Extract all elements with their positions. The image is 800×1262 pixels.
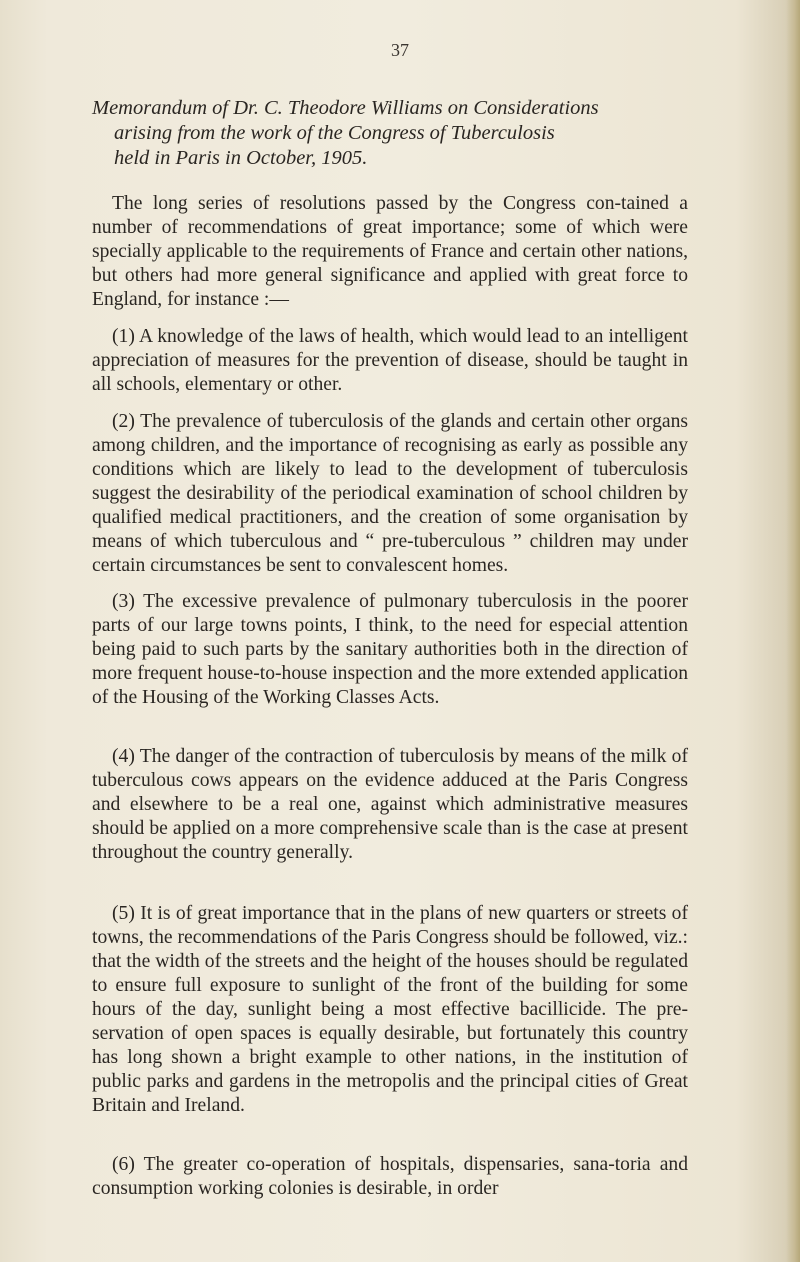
item-6-label: (6): [112, 1154, 135, 1175]
item-6-text: The greater co-operation of hospitals, dispensaries, sana-toria and consumption working colonies is desirable, in order: [92, 1154, 688, 1199]
item-5-paragraph: [92, 902, 688, 1118]
page-number: 37: [391, 40, 409, 60]
memorandum-title: [92, 96, 688, 171]
item-4-paragraph: [92, 745, 688, 865]
item-5-text: It is of great importance that in the plans of new quarters or streets of towns, the recommendations of the Paris Congress should be followed, viz.: that the width of the streets and the height of the houses should be regulated to ensure full exposure to sunlight of the front of the building for some hours of the day, sunlight being a most effective bacillicide. The pre-servation of open spaces is equally desirable, but fortunately this country has long shown a bright example to other nations, in the institution of public parks and gardens in the metropolis and the principal cities of Great Britain and Ireland.: [92, 903, 688, 1116]
item-4-label: (4): [112, 746, 135, 767]
item-1-paragraph: [92, 325, 688, 397]
item-3-paragraph: [92, 590, 688, 710]
item-1-label: (1): [112, 326, 135, 347]
item-4-text: The danger of the contraction of tuberculosis by means of the milk of tuberculous cows appears on the evidence adduced at the Paris Congress and elsewhere to be a real one, against which administrative measures should be applied on a more comprehensive scale than is the case at present throughout the country generally.: [92, 746, 688, 863]
item-2-label: (2): [112, 411, 135, 432]
item-2-paragraph: [92, 410, 688, 578]
title-line-2: arising from the work of the Congress of Tuberculosis: [114, 122, 555, 144]
title-line-3: held in Paris in October, 1905.: [114, 147, 368, 169]
item-5-label: (5): [112, 903, 135, 924]
title-line-1: Memorandum of Dr. C. Theodore Williams on Considerations: [92, 97, 599, 119]
item-6-paragraph: [92, 1153, 688, 1201]
item-1-text: A knowledge of the laws of health, which would lead to an intelligent appreciation of measures for the prevention of disease, should be taught in all schools, elementary or other.: [92, 326, 688, 395]
item-3-label: (3): [112, 591, 135, 612]
item-2-text: The prevalence of tuberculosis of the glands and certain other organs among children, and the importance of recognising as early as possible any conditions which are likely to lead to the development of tuberculosis suggest the desirability of the periodical examination of school children by qualified medical practitioners, and the creation of some organisation by means of which tuberculous and “ pre-tuberculous ” children may under certain circumstances be sent to convalescent homes.: [92, 411, 689, 576]
item-3-text: The excessive prevalence of pulmonary tuberculosis in the poorer parts of our large towns points, I think, to the need for especial attention being paid to such parts by the sanitary authorities both in the direction of more frequent house-to-house inspection and the more extended application of the Housing of the Working Classes Acts.: [92, 591, 689, 708]
page-edge-shadow: [786, 0, 800, 1262]
intro-paragraph: The long series of resolutions passed by the Congress con-tained a number of recommendations of great importance; some of which were specially applicable to the requirements of France and certain other nations, but others had more general significance and applied with great force to England, for instance :—: [92, 193, 688, 310]
